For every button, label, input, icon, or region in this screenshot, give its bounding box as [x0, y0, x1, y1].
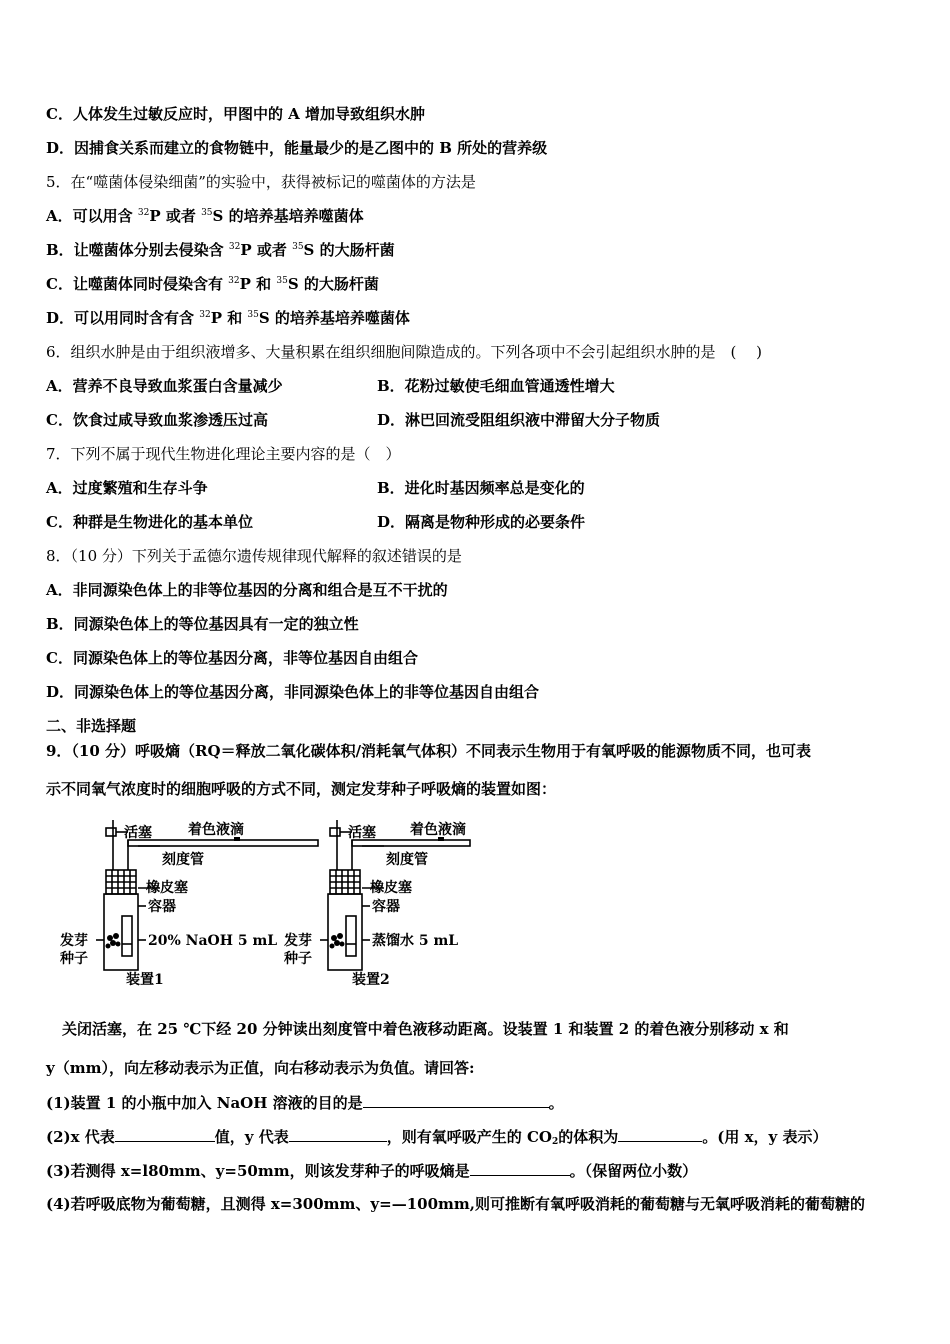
- label-seeds-1a: 发芽: [60, 933, 88, 949]
- label-seeds-1b: 种子: [60, 951, 88, 967]
- answer-blank[interactable]: [115, 1126, 215, 1142]
- q6-stem: 6．组织水肿是由于组织液增多、大量积累在组织细胞间隙造成的。下列各项中不会引起组织水肿的是 ( ): [46, 343, 763, 361]
- answer-blank[interactable]: [363, 1092, 549, 1108]
- label-droplet-2: 着色液滴: [410, 822, 466, 838]
- apparatus-figure: [58, 812, 478, 992]
- q9-sub1: (1)装置 1 的小瓶中加入 NaOH 溶液的目的是 。: [46, 1094, 564, 1112]
- label-solution-2: 蒸馏水 5 mL: [372, 933, 459, 949]
- q6-option-d: D．淋巴回流受阻组织液中滞留大分子物质: [377, 411, 661, 429]
- label-container-1: 容器: [148, 899, 176, 915]
- q5-option-b: B．让噬菌体分别去侵染含 $^{32}$P 或者 $^{35}$S 的大肠杆菌: [46, 241, 395, 259]
- q5-option-c: C．让噬菌体同时侵染含有 $^{32}$P 和 $^{35}$S 的大肠杆菌: [46, 275, 379, 293]
- label-droplet-1: 着色液滴: [188, 822, 244, 838]
- device-2-seeds: [330, 933, 345, 949]
- q5-option-a: A．可以用含 $^{32}$P 或者 $^{35}$S 的培养基培养噬菌体: [46, 207, 364, 225]
- label-stopcock-1: 活塞: [124, 825, 152, 841]
- q8-stem: 8．（10 分）下列关于孟德尔遗传规律现代解释的叙述错误的是: [46, 547, 462, 565]
- label-stopcock-2: 活塞: [348, 825, 376, 841]
- label-scale-tube-2: 刻度管: [386, 852, 428, 868]
- q7-option-a: A．过度繁殖和生存斗争: [46, 479, 208, 497]
- label-solution-1: 20% NaOH 5 mL: [148, 933, 278, 949]
- label-device-2: 装置2: [352, 972, 390, 988]
- q9-paragraph-line1: 关闭活塞，在 25 ℃下经 20 分钟读出刻度管中着色液移动距离。设装置 1 和装置 2 的着色液分别移动 x 和: [62, 1020, 789, 1038]
- answer-blank[interactable]: [289, 1126, 387, 1142]
- label-stopper-2: 橡皮塞: [370, 880, 412, 896]
- label-seeds-2b: 种子: [284, 951, 312, 967]
- label-device-1: 装置1: [126, 972, 164, 988]
- q7-stem: 7．下列不属于现代生物进化理论主要内容的是（ ）: [46, 445, 401, 463]
- label-seeds-2a: 发芽: [284, 933, 312, 949]
- q7-option-b: B．进化时基因频率总是变化的: [377, 479, 585, 497]
- label-container-2: 容器: [372, 899, 400, 915]
- q5-option-d: D．可以用同时含有含 $^{32}$P 和 $^{35}$S 的培养基培养噬菌体: [46, 309, 410, 327]
- label-stopper-1: 橡皮塞: [146, 880, 188, 896]
- answer-blank[interactable]: [618, 1126, 702, 1142]
- q7-option-c: C．种群是生物进化的基本单位: [46, 513, 253, 531]
- device-1-seeds: [106, 933, 121, 949]
- label-scale-tube-1: 刻度管: [162, 852, 204, 868]
- q9-paragraph-line2: y（mm），向左移动表示为正值，向右移动表示为负值。请回答:: [46, 1059, 475, 1077]
- q8-option-b: B．同源染色体上的等位基因具有一定的独立性: [46, 615, 359, 633]
- q9-sub4: (4)若呼吸底物为葡萄糖，且测得 x=300mm、y=—100mm,则可推断有氧呼吸消耗的葡萄糖与无氧呼吸消耗的葡萄糖的: [46, 1195, 865, 1213]
- option-d-prev: D．因捕食关系而建立的食物链中，能量最少的是乙图中的 B 所处的营养级: [46, 139, 548, 157]
- q8-option-a: A．非同源染色体上的非等位基因的分离和组合是互不干扰的: [46, 581, 448, 599]
- q6-option-c: C．饮食过咸导致血浆渗透压过高: [46, 411, 268, 429]
- q9-stem-line1: 9．（10 分）呼吸熵（RQ＝释放二氧化碳体积/消耗氧气体积）不同表示生物用于有氧呼吸的能源物质不同，也可表: [46, 742, 812, 760]
- q7-option-d: D．隔离是物种形成的必要条件: [377, 513, 586, 531]
- answer-blank[interactable]: [470, 1160, 570, 1176]
- q9-sub2: (2)x 代表 值，y 代表 ，则有氧呼吸产生的 $CO_2$的体积为 。(用 x，y 表示）: [46, 1128, 828, 1147]
- option-c-prev: C．人体发生过敏反应时，甲图中的 A 增加导致组织水肿: [46, 105, 426, 123]
- q9-sub3: (3)若测得 x=l80mm、y=50mm，则该发芽种子的呼吸熵是 。（保留两位小数）: [46, 1162, 698, 1180]
- q5-stem: 5．在“噬菌体侵染细菌”的实验中，获得被标记的噬菌体的方法是: [46, 173, 476, 191]
- q8-option-c: C．同源染色体上的等位基因分离，非等位基因自由组合: [46, 649, 418, 667]
- q8-option-d: D．同源染色体上的等位基因分离，非同源染色体上的非等位基因自由组合: [46, 683, 540, 701]
- q6-option-b: B．花粉过敏使毛细血管通透性增大: [377, 377, 615, 395]
- q6-option-a: A．营养不良导致血浆蛋白含量减少: [46, 377, 283, 395]
- q9-stem-line2: 示不同氧气浓度时的细胞呼吸的方式不同，测定发芽种子呼吸熵的装置如图：: [46, 780, 557, 798]
- section-heading: 二、非选择题: [46, 717, 137, 735]
